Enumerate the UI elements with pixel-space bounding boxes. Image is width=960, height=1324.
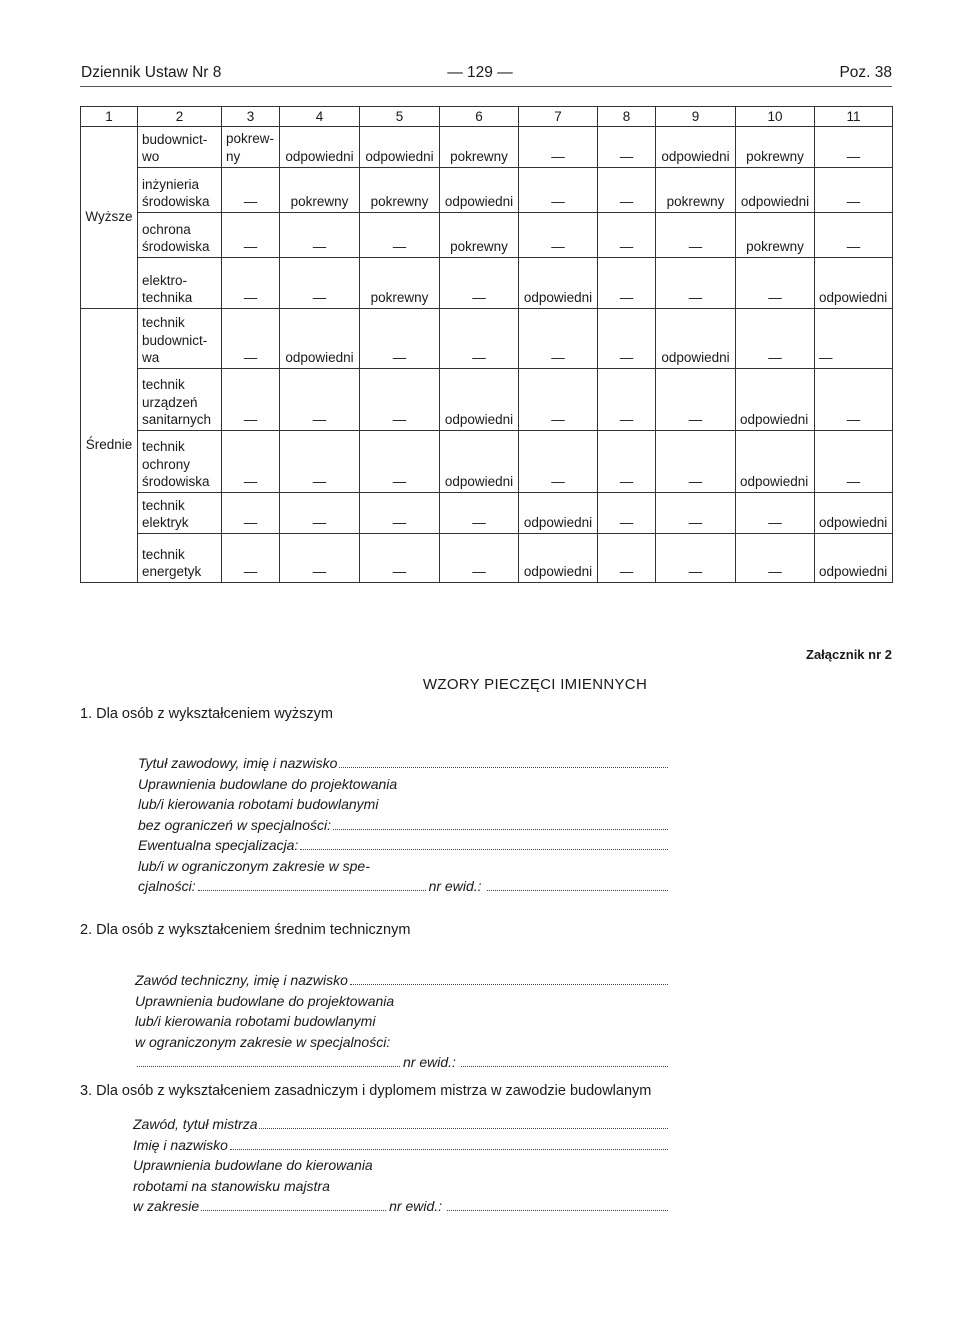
relevance-cell: —	[222, 431, 280, 493]
relevance-cell: —	[440, 258, 519, 309]
stamp-template-2	[135, 970, 668, 1073]
profession-line: technik	[142, 315, 185, 331]
profession-line: sanitarnych	[142, 412, 212, 428]
stamp-line-label: lub/i kierowania robotami budowlanymi	[135, 1013, 376, 1029]
profession-line: budownict-	[142, 131, 208, 147]
relevance-cell: pokrewny	[360, 258, 440, 309]
relevance-cell: —	[440, 534, 519, 583]
fill-in-dots	[350, 970, 668, 985]
relevance-cell: odpowiedni	[519, 258, 598, 309]
stamp-line	[133, 1155, 668, 1176]
relevance-cell: —	[598, 493, 656, 534]
stamp-line-label: lub/i kierowania robotami budowlanymi	[138, 796, 379, 812]
stamp-line-label: Tytuł zawodowy, imię i nazwisko	[138, 755, 338, 771]
profession-line: wo	[142, 149, 160, 165]
relevance-cell: —	[519, 309, 598, 369]
stamp-line	[135, 1032, 668, 1053]
relevance-cell: pokrewny	[656, 168, 736, 213]
column-number: 3	[222, 107, 280, 127]
stamp-line	[133, 1176, 668, 1197]
profession-cell	[138, 168, 222, 213]
section-3-title: 3. Dla osób z wykształceniem zasadniczym i dyplomem mistrza w zawodzie budowlanym	[80, 1083, 652, 1099]
relevance-cell: —	[222, 493, 280, 534]
fill-in-dots	[137, 1052, 400, 1067]
position-number: Poz. 38	[839, 64, 892, 81]
relevance-cell: —	[656, 493, 736, 534]
stamp-line	[138, 815, 668, 836]
relevance-cell: odpowiedni	[656, 309, 736, 369]
stamp-line-label: Imię i nazwisko	[133, 1136, 228, 1153]
relevance-cell: —	[815, 369, 893, 431]
stamp-line	[138, 753, 668, 774]
relevance-cell: —	[656, 369, 736, 431]
relevance-cell: —	[519, 213, 598, 258]
profession-line: ochrona	[142, 221, 191, 237]
stamp-line-label: w zakresie	[133, 1198, 200, 1214]
stamp-line	[138, 774, 668, 795]
profession-line: technik	[142, 377, 185, 393]
relevance-line: pokrew-	[226, 131, 275, 147]
education-level: Średnie	[81, 309, 138, 583]
column-number-row	[81, 107, 893, 127]
registration-number-label: nr ewid.:	[403, 1054, 456, 1070]
column-number: 11	[815, 107, 893, 127]
table-row	[81, 127, 893, 168]
relevance-cell: pokrewny	[280, 168, 360, 213]
profession-line: inżynieria	[142, 176, 200, 192]
fill-in-dots	[259, 1114, 668, 1129]
annex-label: Załącznik nr 2	[806, 647, 892, 662]
stamp-line	[138, 856, 668, 877]
profession-line: technik	[142, 497, 185, 513]
relevance-cell: pokrewny	[440, 213, 519, 258]
relevance-cell: —	[815, 213, 893, 258]
relevance-cell: odpowiedni	[440, 431, 519, 493]
relevance-cell: —	[360, 309, 440, 369]
relevance-cell: —	[222, 309, 280, 369]
qualification-table	[80, 106, 893, 583]
relevance-cell: —	[360, 493, 440, 534]
column-number: 2	[138, 107, 222, 127]
stamp-template-1	[138, 753, 668, 897]
table-row	[81, 493, 893, 534]
relevance-cell: odpowiedni	[736, 369, 815, 431]
profession-line: technika	[142, 290, 193, 306]
relevance-cell: odpowiedni	[736, 431, 815, 493]
relevance-cell: —	[440, 493, 519, 534]
relevance-cell: —	[598, 213, 656, 258]
relevance-cell: —	[815, 127, 893, 168]
page-number: — 129 —	[447, 64, 513, 81]
relevance-cell: —	[222, 369, 280, 431]
registration-number-label: nr ewid.:	[389, 1198, 443, 1214]
form-title: WZORY PIECZĘCI IMIENNYCH	[422, 676, 648, 693]
profession-line: środowiska	[142, 239, 210, 255]
registration-number-label: nr ewid.:	[428, 878, 482, 894]
fill-in-dots	[300, 835, 668, 850]
profession-line: środowiska	[142, 194, 210, 210]
relevance-cell	[222, 127, 280, 168]
relevance-cell: odpowiedni	[815, 534, 893, 583]
profession-line: technik	[142, 439, 185, 455]
relevance-cell: —	[360, 369, 440, 431]
fill-in-dots	[487, 876, 668, 891]
table-row	[81, 431, 893, 493]
relevance-cell: —	[519, 431, 598, 493]
relevance-cell: —	[280, 213, 360, 258]
fill-in-dots	[198, 876, 426, 891]
fill-in-dots	[230, 1135, 668, 1150]
relevance-cell: —	[440, 309, 519, 369]
relevance-cell: odpowiedni	[280, 127, 360, 168]
profession-line: ochrony	[142, 456, 191, 472]
stamp-line	[138, 794, 668, 815]
fill-in-dots	[461, 1052, 668, 1067]
relevance-cell: pokrewny	[736, 213, 815, 258]
relevance-cell: —	[736, 258, 815, 309]
table-row	[81, 213, 893, 258]
relevance-cell: —	[736, 493, 815, 534]
stamp-line	[135, 970, 668, 991]
stamp-line-label: Zawód techniczny, imię i nazwisko	[135, 972, 348, 988]
relevance-cell: —	[736, 309, 815, 369]
relevance-cell: —	[360, 213, 440, 258]
relevance-cell: —	[280, 493, 360, 534]
profession-line: urządzeń	[142, 394, 198, 410]
relevance-cell: —	[736, 534, 815, 583]
profession-line: elektryk	[142, 515, 189, 531]
stamp-line	[133, 1114, 668, 1135]
table-row	[81, 258, 893, 309]
column-number: 10	[736, 107, 815, 127]
relevance-cell: —	[815, 309, 893, 369]
fill-in-dots	[447, 1196, 668, 1211]
stamp-template-3	[133, 1114, 668, 1217]
stamp-line-label: Uprawnienia budowlane do projektowania	[138, 775, 398, 792]
profession-cell	[138, 127, 222, 168]
table-row	[81, 168, 893, 213]
stamp-line-label: Ewentualna specjalizacja:	[138, 837, 299, 853]
relevance-cell: —	[598, 534, 656, 583]
education-level: Wyższe	[81, 127, 138, 309]
profession-line: budownict-	[142, 332, 208, 348]
column-number: 1	[81, 107, 138, 127]
profession-cell	[138, 258, 222, 309]
fill-in-dots	[333, 815, 668, 830]
profession-line: środowiska	[142, 474, 210, 490]
stamp-line	[135, 1011, 668, 1032]
table-row	[81, 309, 893, 369]
relevance-cell: —	[598, 168, 656, 213]
stamp-line	[138, 876, 668, 897]
column-number: 6	[440, 107, 519, 127]
relevance-cell: —	[280, 534, 360, 583]
header-rule	[80, 86, 892, 87]
column-number: 4	[280, 107, 360, 127]
relevance-cell: —	[598, 127, 656, 168]
relevance-cell: —	[656, 213, 736, 258]
relevance-cell: —	[656, 534, 736, 583]
column-number: 8	[598, 107, 656, 127]
relevance-cell: —	[222, 258, 280, 309]
stamp-line-label: Zawód, tytuł mistrza	[133, 1116, 258, 1132]
profession-cell	[138, 431, 222, 493]
relevance-cell: —	[519, 127, 598, 168]
stamp-line-label: cjalności:	[138, 878, 196, 894]
relevance-cell: pokrewny	[360, 168, 440, 213]
relevance-cell: —	[519, 369, 598, 431]
table-row	[81, 369, 893, 431]
profession-cell	[138, 534, 222, 583]
stamp-line-label: Uprawnienia budowlane do projektowania	[135, 992, 395, 1009]
relevance-cell: —	[222, 534, 280, 583]
profession-cell	[138, 213, 222, 258]
profession-line: elektro-	[142, 272, 188, 288]
relevance-cell: —	[598, 258, 656, 309]
relevance-cell: —	[598, 431, 656, 493]
relevance-cell: —	[280, 369, 360, 431]
relevance-cell: —	[360, 431, 440, 493]
stamp-line	[133, 1135, 668, 1156]
relevance-cell: —	[815, 168, 893, 213]
profession-line: technik	[142, 546, 185, 562]
stamp-line	[135, 1052, 668, 1073]
column-number: 5	[360, 107, 440, 127]
stamp-line	[138, 835, 668, 856]
relevance-cell: —	[222, 168, 280, 213]
relevance-cell: pokrewny	[440, 127, 519, 168]
table-row	[81, 534, 893, 583]
section-2-title: 2. Dla osób z wykształceniem średnim technicznym	[80, 922, 411, 938]
relevance-cell: odpowiedni	[519, 493, 598, 534]
relevance-cell: —	[519, 168, 598, 213]
stamp-line	[133, 1196, 668, 1217]
stamp-line-label: Uprawnienia budowlane do kierowania	[133, 1157, 373, 1173]
relevance-cell: odpowiedni	[736, 168, 815, 213]
relevance-cell: odpowiedni	[360, 127, 440, 168]
relevance-cell: odpowiedni	[656, 127, 736, 168]
relevance-cell: —	[360, 534, 440, 583]
fill-in-dots	[339, 753, 668, 768]
profession-cell	[138, 493, 222, 534]
relevance-cell: odpowiedni	[440, 369, 519, 431]
stamp-line-label: w ograniczonym zakresie w specjalności:	[135, 1033, 391, 1050]
profession-cell	[138, 369, 222, 431]
relevance-cell: pokrewny	[736, 127, 815, 168]
stamp-line	[135, 991, 668, 1012]
relevance-cell: —	[656, 258, 736, 309]
relevance-cell: —	[280, 431, 360, 493]
journal-title: Dziennik Ustaw Nr 8	[81, 64, 222, 81]
relevance-line: ny	[226, 149, 241, 165]
relevance-cell: —	[656, 431, 736, 493]
relevance-cell: —	[598, 309, 656, 369]
relevance-cell: —	[815, 431, 893, 493]
profession-cell	[138, 309, 222, 369]
relevance-cell: —	[598, 369, 656, 431]
column-number: 9	[656, 107, 736, 127]
relevance-cell: —	[280, 258, 360, 309]
section-1-title: 1. Dla osób z wykształceniem wyższym	[80, 706, 334, 722]
profession-line: wa	[142, 350, 160, 366]
relevance-cell: odpowiedni	[519, 534, 598, 583]
relevance-cell: odpowiedni	[815, 258, 893, 309]
profession-line: energetyk	[142, 564, 202, 580]
relevance-cell: odpowiedni	[440, 168, 519, 213]
column-number: 7	[519, 107, 598, 127]
stamp-line-label: bez ograniczeń w specjalności:	[138, 816, 331, 833]
stamp-line-label: lub/i w ograniczonym zakresie w spe-	[138, 857, 370, 874]
stamp-line-label: robotami na stanowisku majstra	[133, 1177, 330, 1194]
relevance-cell: odpowiedni	[280, 309, 360, 369]
relevance-cell: odpowiedni	[815, 493, 893, 534]
relevance-cell: —	[222, 213, 280, 258]
fill-in-dots	[201, 1196, 386, 1211]
